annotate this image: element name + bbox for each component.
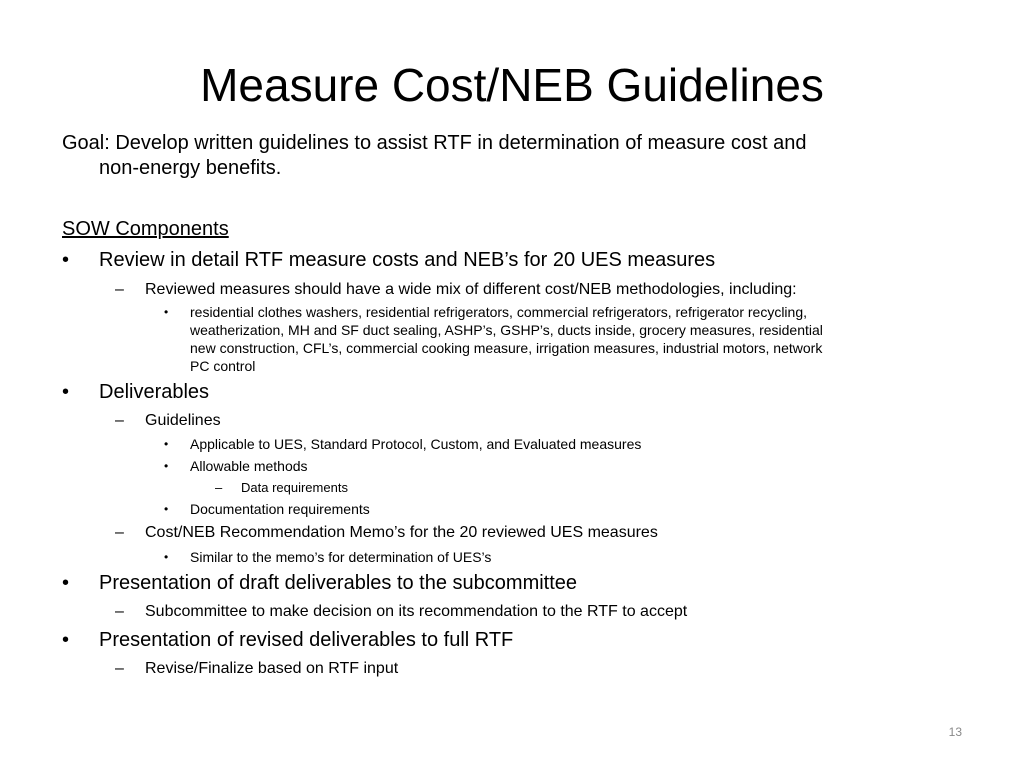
bullet-marker: • (164, 305, 169, 319)
bullet-text: Documentation requirements (190, 501, 370, 517)
dash-marker: – (115, 524, 124, 541)
bullet-marker: • (62, 381, 70, 403)
bullet-text: Revise/Finalize based on RTF input (145, 660, 399, 677)
bullet-text: Applicable to UES, Standard Protocol, Custom, and Evaluated measures (190, 436, 642, 452)
bullet-marker: • (164, 459, 169, 473)
bullet-text: Similar to the memo’s for determination of UES’s (190, 549, 492, 565)
dash-marker: – (115, 603, 124, 620)
bullet-marker: • (164, 550, 169, 564)
measure-list-line: new construction, CFL’s, commercial cooking measure, irrigation measures, industrial motors, network (190, 340, 823, 356)
dash-marker: – (115, 281, 124, 298)
bullet-text: Guidelines (145, 412, 221, 429)
bullet-marker: • (62, 249, 70, 271)
bullet-text: Cost/NEB Recommendation Memo’s for the 20 reviewed UES measures (145, 524, 658, 541)
slide-title: Measure Cost/NEB Guidelines (200, 59, 824, 111)
measure-list-line: residential clothes washers, residential refrigerators, commercial refrigerators, refrigerator recycling, (190, 304, 808, 320)
measure-list-line: weatherization, MH and SF duct sealing, ASHP’s, GSHP’s, ducts inside, grocery measures, residential (190, 322, 823, 338)
bullet-text: Reviewed measures should have a wide mix of different cost/NEB methodologies, including: (145, 281, 797, 298)
bullet-text: Allowable methods (190, 458, 308, 474)
dash-marker: – (215, 480, 223, 495)
bullet-text: Presentation of revised deliverables to full RTF (99, 629, 514, 651)
sow-components-heading: SOW Components (62, 218, 229, 240)
bullet-marker: • (164, 502, 169, 516)
dash-marker: – (115, 660, 124, 677)
page-number: 13 (948, 725, 962, 739)
dash-marker: – (115, 412, 124, 429)
goal-statement (62, 131, 962, 181)
goal-line-2: non-energy benefits. (99, 157, 282, 179)
bullet-text: Deliverables (99, 381, 210, 403)
bullet-text: Data requirements (241, 480, 348, 495)
goal-line-1: Goal: Develop written guidelines to assist RTF in determination of measure cost and (62, 132, 807, 154)
bullet-text: Subcommittee to make decision on its recommendation to the RTF to accept (145, 603, 688, 620)
bullet-text: Review in detail RTF measure costs and NEB’s for 20 UES measures (99, 249, 716, 271)
measure-list-text (190, 303, 970, 375)
bullet-marker: • (62, 629, 70, 651)
bullet-marker: • (164, 437, 169, 451)
measure-list-line: PC control (190, 358, 256, 374)
bullet-marker: • (62, 572, 70, 594)
bullet-text: Presentation of draft deliverables to the subcommittee (99, 572, 578, 594)
